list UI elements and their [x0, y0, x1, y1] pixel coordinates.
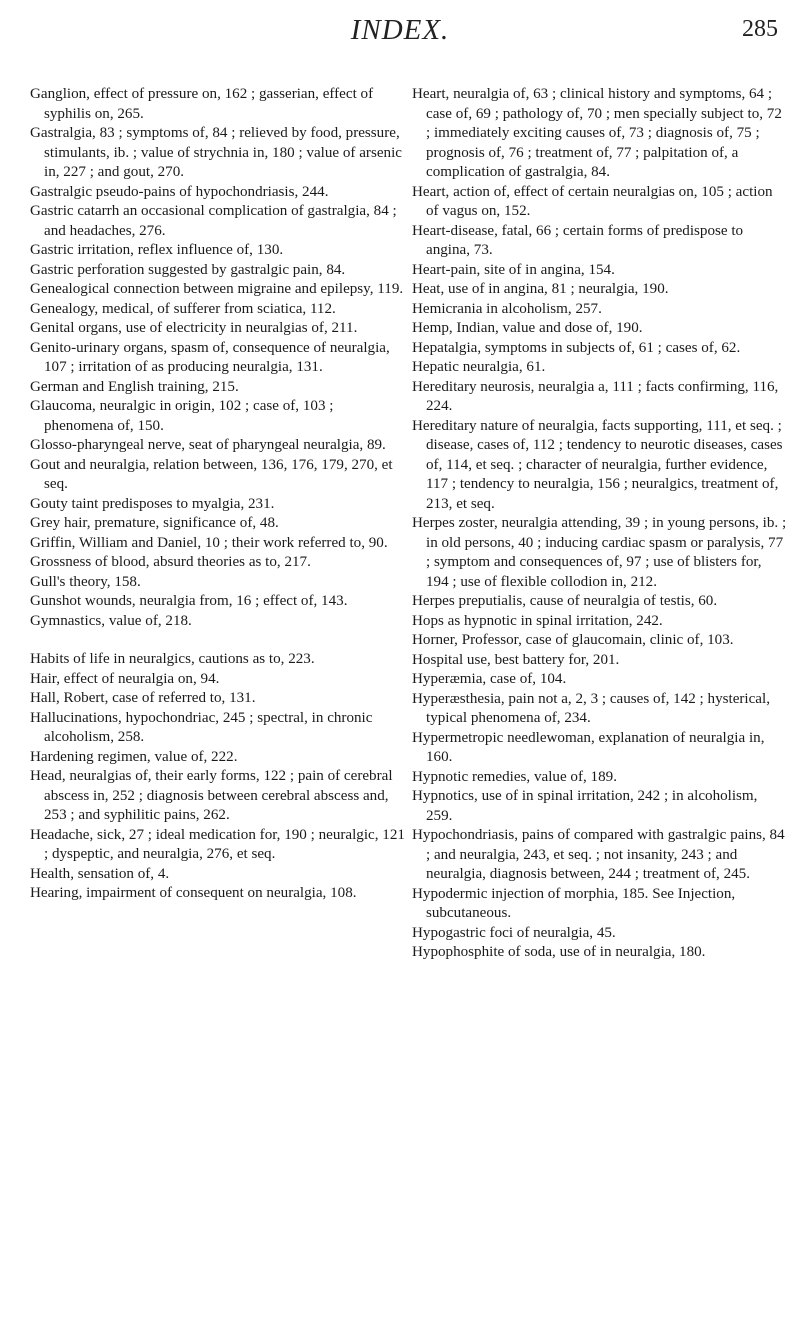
index-entry: Hemicrania in alcoholism, 257. — [412, 300, 602, 317]
index-entry: Gastralgia, 83 ; symptoms of, 84 ; relieved by food, pressure, stimulants, ib. ; value of strychnia in, 180 ; value of arsenic in, 227 ; and gout, 270. — [30, 125, 402, 180]
index-entry: Hereditary nature of neuralgia, facts supporting, 111, et seq. ; disease, cases of, 112 ; tendency to neurotic diseases, cases of, 114, et seq. ; character of neuralgia, further evidence, 117 ; tendency to neuralgia, 156 ; neuralgics, treatment of, 213, et seq. — [412, 417, 783, 512]
index-entry: Gout and neuralgia, relation between, 136, 176, 179, 270, et seq. — [30, 456, 393, 492]
index-entry: Hypogastric foci of neuralgia, 45. — [412, 924, 616, 941]
index-entry: Heart, action of, effect of certain neuralgias on, 105 ; action of vagus on, 152. — [412, 183, 773, 219]
index-column-left — [30, 85, 405, 904]
index-entry: Grey hair, premature, significance of, 48. — [30, 515, 279, 531]
index-column-right — [412, 85, 787, 963]
index-entry: Heat, use of in angina, 81 ; neuralgia, 190. — [412, 281, 669, 297]
index-entry: Horner, Professor, case of glaucomain, clinic of, 103. — [412, 632, 734, 648]
index-entry: Hepatic neuralgia, 61. — [412, 359, 546, 375]
index-entry: Herpes zoster, neuralgia attending, 39 ; in young persons, ib. ; in old persons, 40 ; inducing cardiac spasm or paralysis, 77 ; symptom and consequences of, 97 ; use of blisters for, 194 ; use of flexible collodion in, 212. — [412, 515, 787, 590]
index-entry: German and English training, 215. — [30, 378, 239, 395]
index-entry: Hypochondriasis, pains of compared with gastralgic pains, 84 ; and neuralgia, 243, et seq. ; not insanity, 243 ; and neuralgia, diagnosis between, 244 ; treatment of, 245. — [412, 827, 785, 882]
index-entry: Hemp, Indian, value and dose of, 190. — [412, 320, 643, 336]
index-entry: Gull's theory, 158. — [30, 573, 141, 590]
index-entry: Hypophosphite of soda, use of in neuralgia, 180. — [412, 944, 706, 960]
index-entry: Ganglion, effect of pressure on, 162 ; gasserian, effect of syphilis on, 265. — [30, 86, 374, 122]
index-entry: Hospital use, best battery for, 201. — [412, 651, 620, 668]
index-entry: Glosso-pharyngeal nerve, seat of pharyngeal neuralgia, 89. — [30, 437, 386, 453]
index-entry: Gastric irritation, reflex influence of, 130. — [30, 242, 284, 258]
index-entry: Genital organs, use of electricity in neuralgias of, 211. — [30, 320, 358, 336]
index-entry: Gouty taint predisposes to myalgia, 231. — [30, 495, 275, 512]
index-entry: Gastric catarrh an occasional complication of gastralgia, 84 ; and headaches, 276. — [30, 203, 397, 239]
index-entry: Headache, sick, 27 ; ideal medication for, 190 ; neuralgic, 121 ; dyspeptic, and neuralgia, 276, et seq. — [30, 826, 405, 862]
index-entry: Hypnotics, use of in spinal irritation, 242 ; in alcoholism, 259. — [412, 788, 758, 824]
index-entry: Gastric perforation suggested by gastralgic pain, 84. — [30, 261, 346, 278]
index-entry: Gunshot wounds, neuralgia from, 16 ; effect of, 143. — [30, 593, 348, 609]
index-entry: Gastralgic pseudo-pains of hypochondriasis, 244. — [30, 183, 329, 200]
index-entry: Hearing, impairment of consequent on neuralgia, 108. — [30, 885, 357, 901]
index-entry: Head, neuralgias of, their early forms, 122 ; pain of cerebral abscess in, 252 ; diagnosis between cerebral abscess and, 253 ; and syphilitic pains, 262. — [30, 768, 393, 823]
running-head — [0, 10, 800, 54]
index-entry: Hardening regimen, value of, 222. — [30, 748, 238, 765]
index-entry: Hereditary neurosis, neuralgia a, 111 ; facts confirming, 116, 224. — [412, 378, 779, 414]
index-entry: Hops as hypnotic in spinal irritation, 242. — [412, 612, 663, 629]
index-entry: Hair, effect of neuralgia on, 94. — [30, 670, 220, 687]
index-entry: Hypnotic remedies, value of, 189. — [412, 768, 617, 785]
index-entry: Genealogical connection between migraine and epilepsy, 119. — [30, 281, 404, 297]
page-number: 285 — [742, 16, 778, 42]
index-entry: Habits of life in neuralgics, cautions as to, 223. — [30, 651, 315, 667]
index-entry: Hepatalgia, symptoms in subjects of, 61 ; cases of, 62. — [412, 339, 741, 356]
index-entry: Hyperæsthesia, pain not a, 2, 3 ; causes of, 142 ; hysterical, typical phenomena of, 234. — [412, 690, 770, 726]
index-entry: Herpes preputialis, cause of neuralgia of testis, 60. — [412, 593, 718, 609]
index-entry: Glaucoma, neuralgic in origin, 102 ; case of, 103 ; phenomena of, 150. — [30, 398, 334, 434]
index-entry: Hypodermic injection of morphia, 185. See Injection, subcutaneous. — [412, 885, 736, 921]
index-entry: Griffin, William and Daniel, 10 ; their work referred to, 90. — [30, 534, 388, 551]
running-title: INDEX. — [350, 14, 450, 46]
index-entry: Hall, Robert, case of referred to, 131. — [30, 690, 256, 706]
index-entry: Genito-urinary organs, spasm of, consequence of neuralgia, 107 ; irritation of as producing neuralgia, 131. — [30, 339, 390, 375]
index-entry: Heart-pain, site of in angina, 154. — [412, 261, 615, 278]
index-entry: Hypermetropic needlewoman, explanation of neuralgia in, 160. — [412, 729, 765, 765]
index-entry: Genealogy, medical, of sufferer from sciatica, 112. — [30, 300, 336, 317]
index-entry: Hyperæmia, case of, 104. — [412, 671, 567, 687]
index-entry: Heart-disease, fatal, 66 ; certain forms of predispose to angina, 73. — [412, 222, 744, 258]
index-entry: Health, sensation of, 4. — [30, 865, 170, 882]
index-entry: Gymnastics, value of, 218. — [30, 612, 192, 629]
index-entry: Heart, neuralgia of, 63 ; clinical history and symptoms, 64 ; case of, 69 ; pathology of, 70 ; men specially subject to, 72 ; immediately exciting causes of, 73 ; diagnosis of, 75 ; prognosis of, 76 ; treatment of, 77 ; palpitation of, a complication of gastralgia, 84. — [412, 86, 782, 180]
index-entry: Hallucinations, hypochondriac, 245 ; spectral, in chronic alcoholism, 258. — [30, 709, 373, 745]
index-entry: Grossness of blood, absurd theories as to, 217. — [30, 554, 311, 570]
